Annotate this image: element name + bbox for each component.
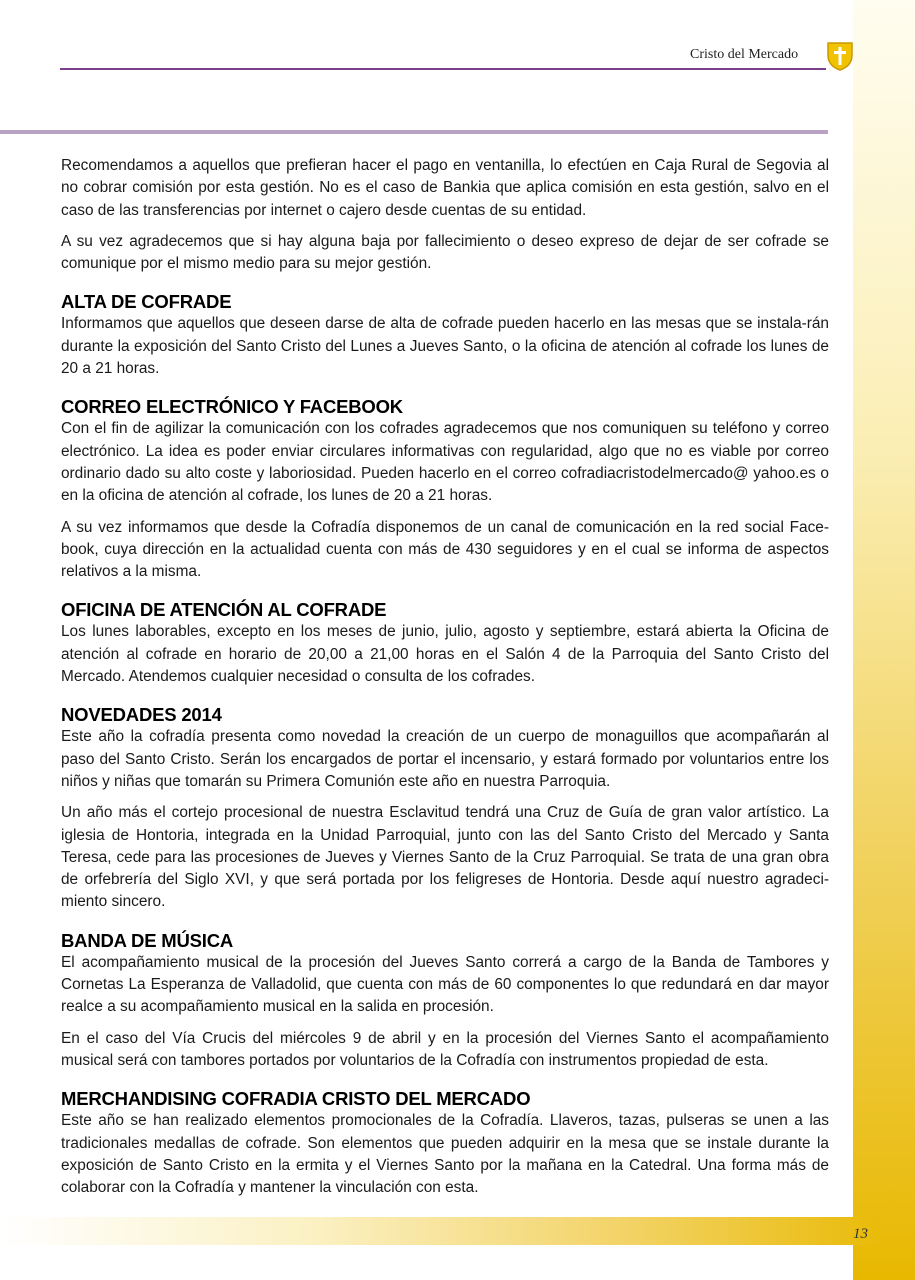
section-paragraph: Este año se han realizado elementos promocionales de la Cofradía. Llaveros, tazas, pulseras se unen a las tradicionales medallas de cofrade. Son elementos que pueden adquirir en la mesa que se instale durante la exposición de Santo Cristo en la ermita y el Viernes Santo por la mañana en la Catedral. Una forma más de colaborar con la Cofradía y mantener la vinculación con esta.: [61, 1112, 829, 1197]
gold-side-band: [853, 0, 915, 1280]
page-number: 13: [853, 1226, 868, 1242]
intro-paragraph: A su vez agradecemos que si hay alguna baja por fallecimiento o deseo expreso de dejar de ser cofrade se comunique por el mismo medio para su mejor gestión.: [61, 232, 829, 273]
section-heading-banda: BANDA DE MÚSICA: [61, 929, 234, 951]
section-divider-bar: [0, 130, 828, 134]
section-paragraph: Con el fin de agilizar la comunicación con los cofrades agradecemos que nos comuniquen su teléfono y correo electrónico. La idea es poder enviar circulares informativas con regularidad, algo que no es viable por correo ordinario dado su alto coste y laboriosidad. Pueden hacerlo en el correo cofradiacristodelmercado@ yahoo.es o en la oficina de atención al cofrade, los lunes de 20 a 21 horas.: [61, 420, 829, 505]
gold-bottom-band: [0, 1217, 878, 1245]
section-paragraph: En el caso del Vía Crucis del miércoles 9 de abril y en la procesión del Viernes Santo el acompañamiento musical será con tambores portados por voluntarios de la Cofradía con instrumentos propiedad de esta.: [61, 1029, 829, 1069]
section-heading-merchandising: MERCHANDISING COFRADIA CRISTO DEL MERCADO: [61, 1088, 531, 1110]
section-paragraph: El acompañamiento musical de la procesión del Jueves Santo correrá a cargo de la Banda de Tambores y Cornetas La Esperanza de Valladolid, que cuenta con más de 60 componentes lo que redundará en dar mayor realce a su acompañamiento musical en la salida en procesión.: [61, 953, 829, 1016]
section-paragraph: Los lunes laborables, excepto en los meses de junio, julio, agosto y septiembre, estará abierta la Oficina de atención al cofrade en horario de 20,00 a 21,00 horas en el Salón 4 de la Parroquia del Santo Cristo del Mercado. Atendemos cualquier necesidad o consulta de los cofrades.: [61, 623, 829, 686]
section-paragraph: Informamos que aquellos que deseen darse de alta de cofrade pueden hacerlo en las mesas que se instala-rán durante la exposición del Santo Cristo del Lunes a Jueves Santo, o la oficina de atención al cofrade los lunes de 20 a 21 horas.: [61, 315, 829, 378]
section-heading-novedades: NOVEDADES 2014: [61, 704, 222, 726]
running-header-title: Cristo del Mercado: [690, 47, 799, 62]
section-paragraph: Este año la cofradía presenta como novedad la creación de un cuerpo de monaguillos que acompañarán al paso del Santo Cristo. Serán los encargados de portar el incensario, y estará formado por voluntarios entre los niños y niñas que tomarán su Primera Comunión este año en nuestra Parroquia.: [61, 728, 829, 790]
section-heading-correo: CORREO ELECTRÓNICO Y FACEBOOK: [61, 396, 403, 418]
section-paragraph: A su vez informamos que desde la Cofradía disponemos de un canal de comunicación en la red social Face-book, cuya dirección en la actualidad cuenta con más de 430 seguidores y en el cual se informa de aspectos relativos a la misma.: [61, 518, 829, 581]
section-heading-alta: ALTA DE COFRADE: [61, 291, 232, 313]
brotherhood-emblem-icon: [826, 41, 854, 71]
header-rule: [60, 68, 826, 70]
section-paragraph: Un año más el cortejo procesional de nuestra Esclavitud tendrá una Cruz de Guía de gran valor artístico. La iglesia de Hontoria, integrada en la Unidad Parroquial, junto con las del Santo Cristo del Mercado y Santa Teresa, cede para las procesiones de Jueves y Viernes Santo de la Cruz Parroquial. Se trata de una gran obra de orfebrería del Siglo XVI, y que será portada por los feligreses de Hontoria. Desde aquí nuestro agradeci-miento sincero.: [61, 804, 829, 911]
article-body: [61, 155, 829, 1208]
intro-paragraph: Recomendamos a aquellos que prefieran hacer el pago en ventanilla, lo efectúen en Caja Rural de Segovia al no cobrar comisión por esta gestión. No es el caso de Bankia que aplica comisión en esta gestión, salvo en el caso de las transferencias por internet o cajero desde cuentas de su entidad.: [61, 157, 829, 219]
section-heading-oficina: OFICINA DE ATENCIÓN AL COFRADE: [61, 599, 387, 621]
